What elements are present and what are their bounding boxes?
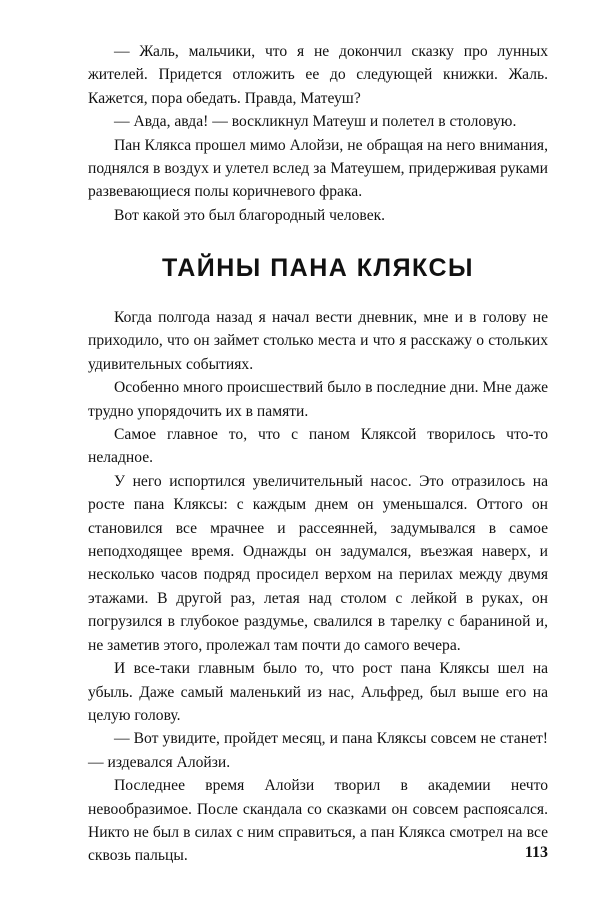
paragraph: — Вот увидите, пройдет месяц, и пана Кляксы совсем не станет! — издевался Алойзи. xyxy=(88,730,548,771)
paragraph: И все-таки главным было то, что рост пана Кляксы шел на убыль. Даже самый маленький из нас, Альфред, был выше его на целую голову. xyxy=(88,660,548,724)
paragraph: Последнее время Алойзи творил в академии нечто невообразимое. После скандала со сказками он совсем распоясался. Никто не был в силах с ним справиться, а пан Клякса смотрел на все сквозь пальцы. xyxy=(88,777,548,865)
paragraph: — Жаль, мальчики, что я не докончил сказку про лунных жителей. Придется отложить ее до следующей книжки. Жаль. Кажется, пора обедать. Правда, Матеуш? xyxy=(88,43,548,107)
chapter-title: ТАЙНЫ ПАНА КЛЯКСЫ xyxy=(162,254,474,282)
paragraph: Пан Клякса прошел мимо Алойзи, не обращая на него внимания, поднялся в воздух и улетел вслед за Матеушем, придерживая руками развевающиеся полы коричневого фрака. xyxy=(88,136,548,201)
paragraph: Особенно много происшествий было в последние дни. Мне даже трудно упорядочить их в памяти. xyxy=(88,379,548,420)
paragraph: Когда полгода назад я начал вести дневник, мне и в голову не приходило, что он займет столько места и что я расскажу о стольких удивительных событиях. xyxy=(88,309,548,373)
paragraph: У него испортился увеличительный насос. Это отразилось на росте пана Кляксы: с каждым днем он уменьшался. Оттого он становился все мрачнее и рассеянней, задумывался в самое неподходящее время. Однажды он задумался, въезжая наверх, и несколько часов подряд просидел верхом на перилах между двумя этажами. В другой раз, летая над столом с лейкой в руках, он погрузился в глубокое раздумье, свалился в тарелку с бараниной и, не заметив этого, пролежал там почти до самого вечера. xyxy=(88,472,548,654)
paragraph: Вот какой это был благородный человек. xyxy=(114,206,386,224)
page-number: 113 xyxy=(524,844,548,861)
previous-chapter-ending xyxy=(88,40,548,227)
paragraph: — Авда, авда! — воскликнул Матеуш и полетел в столовую. xyxy=(114,113,517,131)
chapter-body xyxy=(88,306,548,868)
paragraph: Самое главное то, что с паном Кляксой творилось что-то неладное. xyxy=(88,426,548,467)
